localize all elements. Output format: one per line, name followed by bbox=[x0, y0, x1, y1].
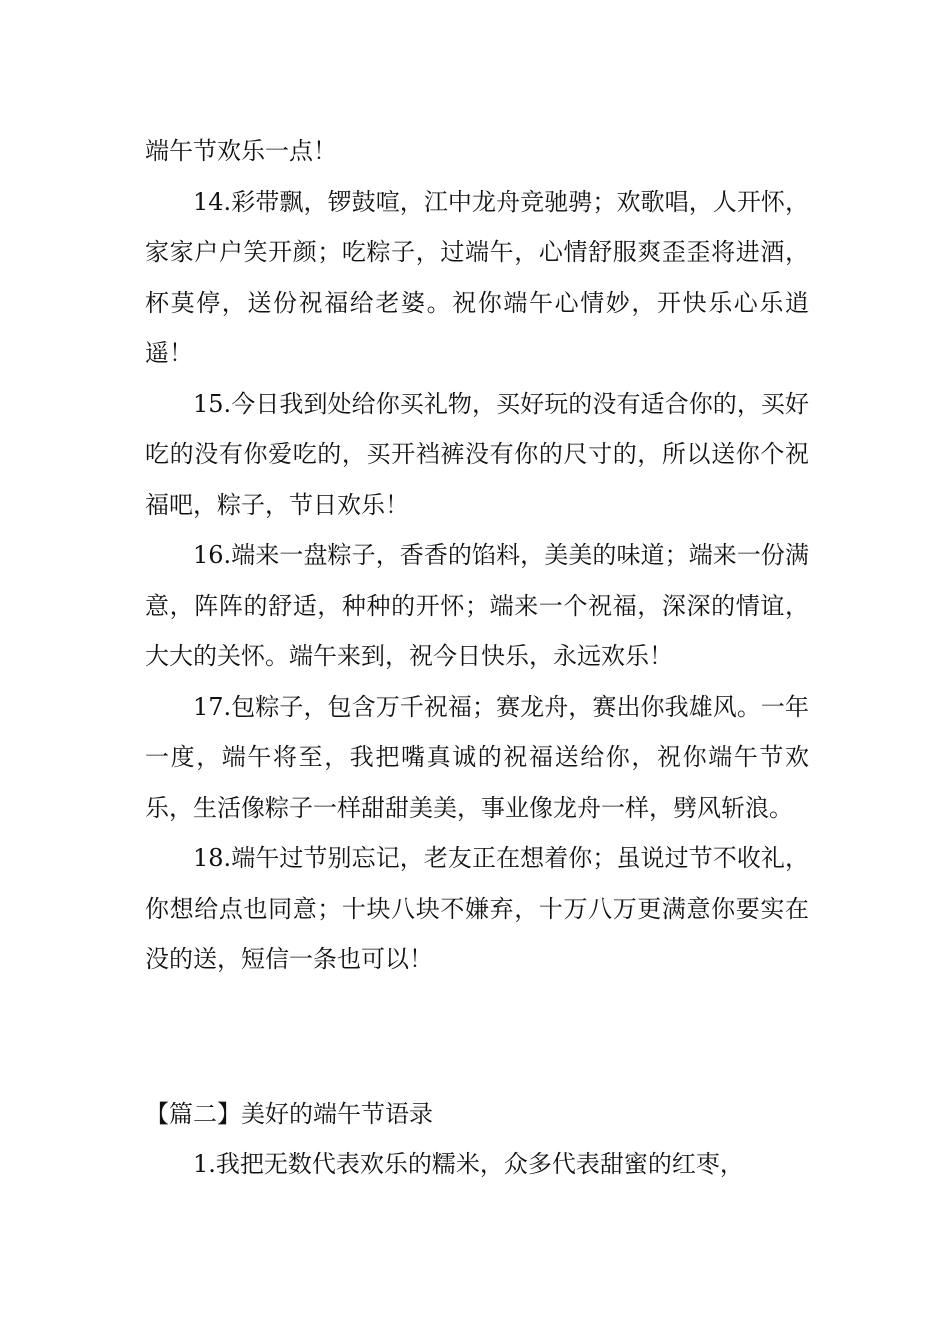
continuation-paragraph: 端午节欢乐一点！ bbox=[145, 137, 337, 165]
section-spacer bbox=[145, 985, 809, 1089]
section-item-1: 1.我把无数代表欢乐的糯米，众多代表甜蜜的红枣， bbox=[193, 1150, 744, 1178]
item-15: 15.今日我到处给你买礼物，买好玩的没有适合你的，买好吃的没有你爱吃的，买开裆裤没有你的尺寸的，所以送你个祝福吧，粽子，节日欢乐！ bbox=[145, 389, 809, 519]
item-18: 18.端午过节别忘记，老友正在想着你；虽说过节不收礼，你想给点也同意；十块八块不嫌弃，十万八万更满意你要实在没的送，短信一条也可以！ bbox=[145, 844, 809, 973]
item-16: 16.端来一盘粽子，香香的馅料，美美的味道；端来一份满意，阵阵的舒适，种种的开怀；端来一个祝福，深深的情谊，大大的关怀。端午来到，祝今日快乐，永远欢乐！ bbox=[145, 541, 809, 670]
document-page bbox=[145, 126, 809, 1190]
section-heading: 【篇二】美好的端午节语录 bbox=[145, 1099, 433, 1128]
item-17: 17.包粽子，包含万千祝福；赛龙舟，赛出你我雄风。一年一度，端午将至，我把嘴真诚的祝福送给你，祝你端午节欢乐，生活像粽子一样甜甜美美，事业像龙舟一样，劈风斩浪。 bbox=[145, 692, 809, 822]
item-14: 14.彩带飘，锣鼓喧，江中龙舟竞驰骋；欢歌唱，人开怀，家家户户笑开颜；吃粽子，过端午，心情舒服爽歪歪将进酒，杯莫停，送份祝福给老婆。祝你端午心情妙，开快乐心乐逍遥！ bbox=[145, 187, 809, 367]
